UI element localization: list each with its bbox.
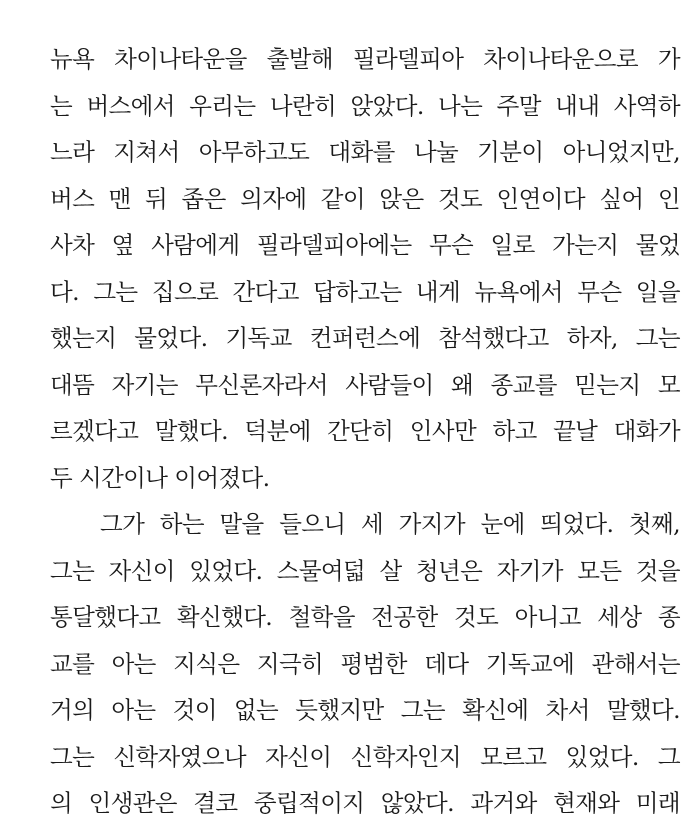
text-line: 그가 하는 말을 들으니 세 가지가 눈에 띄었다. 첫째, <box>100 510 680 538</box>
paragraph-1 <box>50 36 680 501</box>
text-line: 그는 신학자였으나 자신이 신학자인지 모르고 있었다. 그 <box>50 742 680 771</box>
text-line: 대뜸 자기는 무신론자라서 사람들이 왜 종교를 믿는지 모 <box>50 370 680 399</box>
text-line: 르겠다고 말했다. 덕분에 간단히 인사만 하고 끝날 대화가 <box>50 417 680 445</box>
text-line: 사차 옆 사람에게 필라델피아에는 무슨 일로 가는지 물었 <box>50 231 680 259</box>
text-line: 했는지 물었다. 기독교 컨퍼런스에 참석했다고 하자, 그는 <box>50 324 680 352</box>
text-line: 거의 아는 것이 없는 듯했지만 그는 확신에 차서 말했다. <box>50 696 680 724</box>
text-line: 교를 아는 지식은 지극히 평범한 데다 기독교에 관해서는 <box>50 649 680 678</box>
text-line: 의 인생관은 결코 중립적이지 않았다. 과거와 현재와 미래 <box>50 789 680 817</box>
text-line: 는 버스에서 우리는 나란히 앉았다. 나는 주말 내내 사역하 <box>50 91 680 120</box>
text-line: 뉴욕 차이나타운을 출발해 필라델피아 차이나타운으로 가 <box>50 45 680 73</box>
text-line: 느라 지쳐서 아무하고도 대화를 나눌 기분이 아니었지만, <box>50 138 680 166</box>
text-line: 두 시간이나 이어졌다. <box>50 463 270 492</box>
text-line: 통달했다고 확신했다. 철학을 전공한 것도 아니고 세상 종 <box>50 603 680 631</box>
text-line: 버스 맨 뒤 좁은 의자에 같이 앉은 것도 인연이다 싶어 인 <box>50 184 680 213</box>
text-line: 그는 자신이 있었다. 스물여덟 살 청년은 자기가 모든 것을 <box>50 556 680 585</box>
text-line: 다. 그는 집으로 간다고 답하고는 내게 뉴욕에서 무슨 일을 <box>50 277 680 306</box>
paragraph-2 <box>50 501 680 827</box>
